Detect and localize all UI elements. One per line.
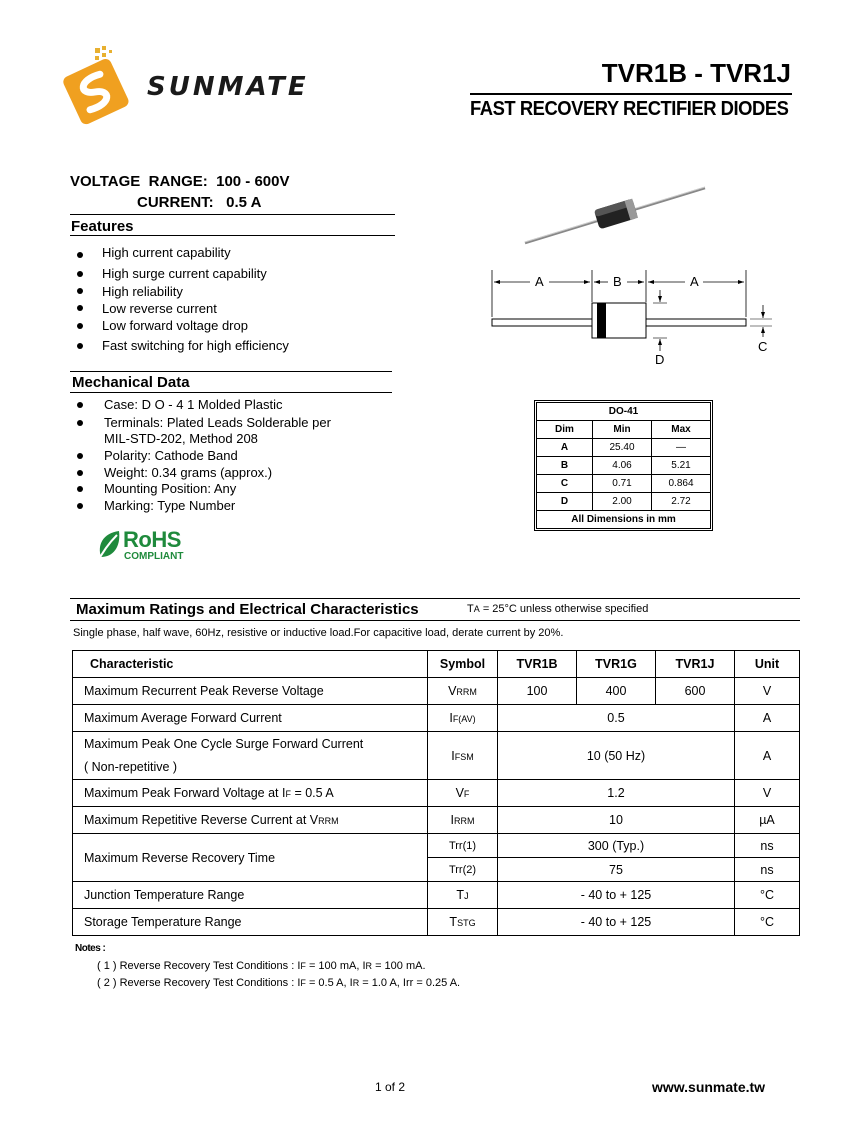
- website-link[interactable]: www.sunmate.tw: [652, 1079, 766, 1095]
- dim-cell: D: [537, 493, 593, 511]
- leaf-icon: [95, 529, 123, 565]
- characteristic-cell: Storage Temperature Range: [73, 909, 428, 936]
- mechanical-bottom-rule: [70, 392, 392, 393]
- table-header-row: [73, 651, 800, 678]
- ratings-condition: TA = 25°C unless otherwise specified: [467, 603, 649, 615]
- dim-cell: —: [652, 439, 711, 457]
- mechanical-item: MIL-STD-202, Method 208: [104, 431, 258, 446]
- mechanical-item: Polarity: Cathode Band: [104, 448, 238, 463]
- value-cell: 600: [656, 678, 735, 705]
- dim-cell: 0.864: [652, 475, 711, 493]
- rohs-label: RoHS: [123, 527, 181, 552]
- col-header: Unit: [735, 651, 800, 678]
- bullet-icon: [77, 252, 83, 258]
- symbol-cell: VF: [428, 780, 498, 807]
- company-logo: [55, 44, 320, 134]
- dim-header: Max: [652, 421, 711, 439]
- rohs-badge: [95, 527, 205, 567]
- dim-label-c: C: [758, 339, 768, 354]
- value-cell: - 40 to + 125: [498, 882, 735, 909]
- dim-table-title: DO-41: [537, 403, 711, 421]
- table-row: [537, 493, 711, 511]
- characteristic-cell: Maximum Peak Forward Voltage at IF = 0.5 A: [73, 780, 428, 807]
- ratings-heading: Maximum Ratings and Electrical Characteristics: [76, 601, 419, 618]
- dim-cell: 2.00: [593, 493, 652, 511]
- value-cell: 400: [577, 678, 656, 705]
- bullet-icon: [77, 271, 83, 277]
- col-header: Symbol: [428, 651, 498, 678]
- dim-label-d: D: [655, 352, 665, 367]
- dim-cell: 4.06: [593, 457, 652, 475]
- unit-cell: ns: [735, 858, 800, 882]
- bullet-icon: [77, 420, 83, 426]
- feature-item: High current capability: [102, 245, 231, 260]
- unit-cell: A: [735, 705, 800, 732]
- table-row: [73, 732, 800, 780]
- characteristic-cell: Maximum Average Forward Current: [73, 705, 428, 732]
- bullet-icon: [77, 343, 83, 349]
- mechanical-heading: Mechanical Data: [72, 374, 190, 391]
- unit-cell: °C: [735, 909, 800, 936]
- value-cell: 10: [498, 807, 735, 834]
- note-1: ( 1 ) Reverse Recovery Test Conditions : IF = 100 mA, IR = 100 mA.: [97, 960, 426, 972]
- symbol-cell: VRRM: [428, 678, 498, 705]
- symbol-cell: Trr(1): [428, 834, 498, 858]
- diode-illustration: [520, 180, 710, 250]
- unit-cell: V: [735, 780, 800, 807]
- symbol-cell: TSTG: [428, 909, 498, 936]
- dim-header: Min: [593, 421, 652, 439]
- unit-cell: V: [735, 678, 800, 705]
- col-header: TVR1G: [577, 651, 656, 678]
- page-title: TVR1B - TVR1J: [601, 58, 791, 88]
- feature-item: Low reverse current: [102, 301, 217, 316]
- value-cell: - 40 to + 125: [498, 909, 735, 936]
- bullet-icon: [77, 402, 83, 408]
- characteristic-cell: Maximum Repetitive Reverse Current at VRRM: [73, 807, 428, 834]
- rohs-compliant-label: COMPLIANT: [124, 551, 184, 562]
- dim-cell: 2.72: [652, 493, 711, 511]
- note-2: ( 2 ) Reverse Recovery Test Conditions : IF = 0.5 A, IR = 1.0 A, Irr = 0.25 A.: [97, 977, 461, 989]
- bullet-icon: [77, 453, 83, 459]
- table-row: [73, 807, 800, 834]
- bullet-icon: [77, 503, 83, 509]
- mechanical-item: Mounting Position: Any: [104, 481, 237, 496]
- bullet-icon: [77, 486, 83, 492]
- mechanical-item: Weight: 0.34 grams (approx.): [104, 465, 273, 480]
- features-top-rule: [70, 214, 395, 215]
- symbol-cell: IRRM: [428, 807, 498, 834]
- characteristic-cell: Maximum Peak One Cycle Surge Forward Current ( Non-repetitive ): [73, 732, 428, 780]
- title-rule: [470, 93, 792, 95]
- dim-cell: 5.21: [652, 457, 711, 475]
- ratings-table: [72, 650, 800, 936]
- dim-cell: C: [537, 475, 593, 493]
- dim-label-a1: A: [535, 274, 544, 289]
- col-header: Characteristic: [73, 651, 428, 678]
- col-header: TVR1J: [656, 651, 735, 678]
- feature-item: Fast switching for high efficiency: [102, 338, 289, 353]
- table-row: [73, 780, 800, 807]
- dim-table-footer: All Dimensions in mm: [537, 511, 711, 529]
- symbol-cell: TJ: [428, 882, 498, 909]
- feature-item: Low forward voltage drop: [102, 318, 248, 333]
- bullet-icon: [77, 305, 83, 311]
- dim-cell: B: [537, 457, 593, 475]
- characteristic-cell: Maximum Recurrent Peak Reverse Voltage: [73, 678, 428, 705]
- feature-item: High reliability: [102, 284, 183, 299]
- value-cell: 300 (Typ.): [498, 834, 735, 858]
- col-header: TVR1B: [498, 651, 577, 678]
- table-row: [73, 882, 800, 909]
- value-cell: 100: [498, 678, 577, 705]
- table-row: [73, 909, 800, 936]
- mechanical-item: Marking: Type Number: [104, 498, 236, 513]
- dimension-table-wrapper: [534, 400, 713, 531]
- unit-cell: °C: [735, 882, 800, 909]
- ratings-bottom-rule: [70, 620, 800, 621]
- features-bottom-rule: [70, 235, 395, 236]
- mechanical-top-rule: [70, 371, 392, 372]
- mechanical-item: Terminals: Plated Leads Solderable per: [104, 415, 331, 430]
- dim-cell: A: [537, 439, 593, 457]
- table-row: [73, 678, 800, 705]
- features-heading: Features: [71, 218, 134, 235]
- ratings-top-rule: [70, 598, 800, 599]
- notes-heading: Notes :: [75, 943, 106, 954]
- current-rating: CURRENT: 0.5 A: [137, 194, 262, 211]
- table-row: [537, 457, 711, 475]
- table-row: [537, 475, 711, 493]
- dim-cell: 0.71: [593, 475, 652, 493]
- unit-cell: ns: [735, 834, 800, 858]
- bullet-icon: [77, 288, 83, 294]
- value-cell: 1.2: [498, 780, 735, 807]
- value-cell: 75: [498, 858, 735, 882]
- bullet-icon: [77, 470, 83, 476]
- dim-header: Dim: [537, 421, 593, 439]
- value-cell: 10 (50 Hz): [498, 732, 735, 780]
- page-number: 1 of 2: [375, 1080, 406, 1094]
- dim-cell: 25.40: [593, 439, 652, 457]
- unit-cell: A: [735, 732, 800, 780]
- value-cell: 0.5: [498, 705, 735, 732]
- logo-text: SUNMATE: [147, 72, 309, 102]
- characteristic-cell: Junction Temperature Range: [73, 882, 428, 909]
- page-subtitle: FAST RECOVERY RECTIFIER DIODES: [470, 98, 789, 120]
- symbol-cell: IF(AV): [428, 705, 498, 732]
- dim-label-a2: A: [690, 274, 699, 289]
- characteristic-cell: Maximum Reverse Recovery Time: [73, 834, 428, 882]
- feature-item: High surge current capability: [102, 266, 267, 281]
- table-row: [73, 705, 800, 732]
- ratings-note-line: Single phase, half wave, 60Hz, resistive or inductive load.For capacitive load, derate current by 20%.: [73, 627, 564, 639]
- dim-label-b: B: [613, 274, 622, 289]
- symbol-cell: IFSM: [428, 732, 498, 780]
- table-row: [73, 834, 800, 858]
- dimension-table: [536, 402, 711, 529]
- bullet-icon: [77, 323, 83, 329]
- dimension-diagram: [485, 265, 785, 375]
- unit-cell: µA: [735, 807, 800, 834]
- mechanical-item: Case: D O - 4 1 Molded Plastic: [104, 397, 283, 412]
- table-row: [537, 439, 711, 457]
- symbol-cell: Trr(2): [428, 858, 498, 882]
- voltage-range: VOLTAGE RANGE: 100 - 600V: [70, 173, 290, 190]
